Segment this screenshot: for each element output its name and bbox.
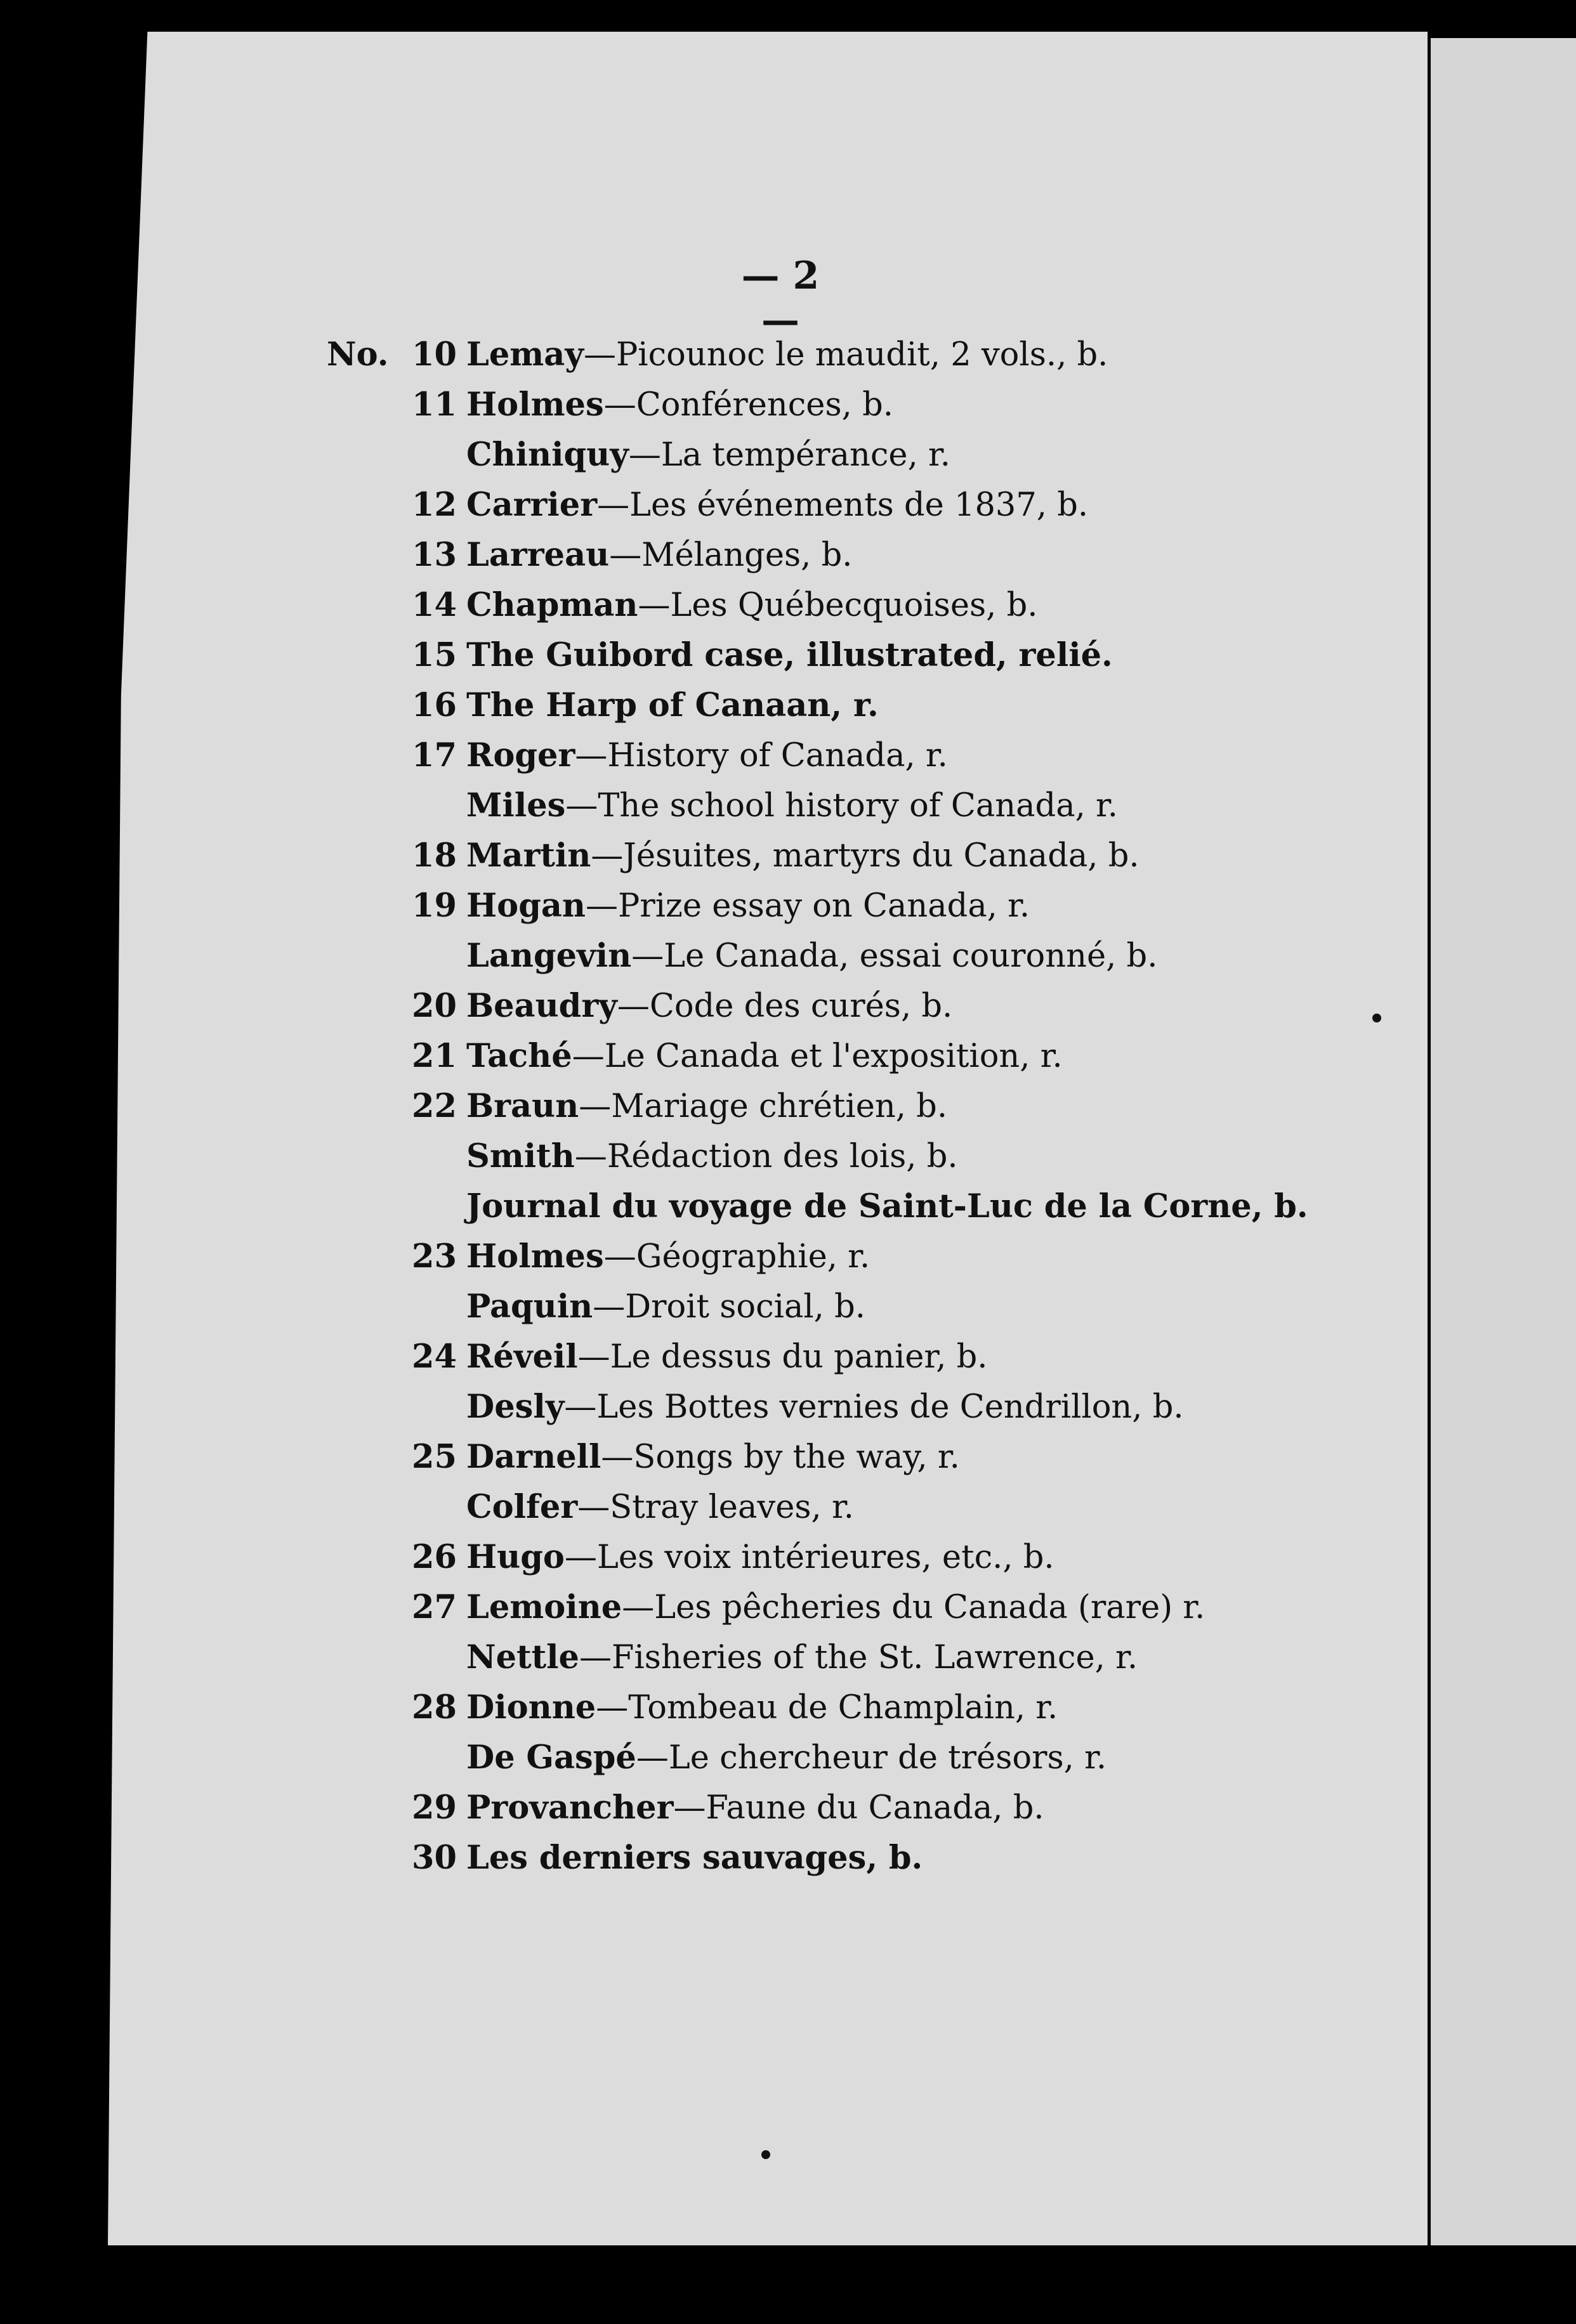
entry-number: 19 [412,887,457,925]
catalogue-entry [0,430,1332,480]
entry-text [466,1733,1106,1783]
entry-author: Hugo [466,1538,565,1576]
entry-text [466,580,1037,630]
entry-author: Colfer [466,1488,578,1526]
catalogue-entry [0,530,1332,580]
entry-title: —Fisheries of the St. Lawrence, r. [579,1639,1138,1676]
catalogue-entry [0,580,1332,630]
catalogue-entry [0,330,1332,380]
entry-title: —The school history of Canada, r. [565,787,1119,825]
catalogue-entry [0,1232,1332,1282]
entry-number: 15 [412,636,457,674]
entry-text [466,1332,988,1382]
entry-author: Smith [466,1137,575,1175]
entry-text [466,1031,1063,1081]
entry-text [466,781,1118,831]
entry-author: Darnell [466,1438,601,1476]
entry-text [466,1833,923,1883]
entry-author: Holmes [466,1237,604,1276]
entry-title: —Stray leaves, r. [577,1489,854,1526]
entry-title: —Conférences, b. [603,386,893,424]
catalogue-entry [0,1783,1332,1833]
entry-text [466,1633,1138,1683]
catalogue-entry [0,1382,1332,1432]
entry-text [466,1382,1184,1432]
entry-title: —Mariage chrétien, b. [579,1088,948,1125]
entry-author: Martin [466,837,591,875]
entry-author: The Guibord case, illustrated, relié. [466,636,1113,674]
entry-title: —Les Bottes vernies de Cendrillon, b. [564,1388,1184,1426]
entry-author: Chiniquy [466,436,629,474]
entry-title: —Les pêcheries du Canada (rare) r. [622,1589,1205,1626]
entry-text [466,1532,1054,1583]
entry-title: —Les Québecquoises, b. [638,587,1038,624]
entry-text [466,380,893,430]
entry-title: —Le dessus du panier, b. [577,1338,988,1376]
entry-text [466,731,948,781]
catalogue-entry [0,1081,1332,1132]
entry-author: Hogan [466,887,586,925]
entry-number: 24 [412,1338,457,1376]
entry-author: Les derniers sauvages, b. [466,1839,923,1877]
page-number: — 2 — [741,254,820,343]
entry-text [466,530,852,580]
entry-number: 20 [412,987,457,1025]
entry-number: 21 [412,1037,457,1075]
entry-text [466,1432,960,1482]
entry-author: Provancher [466,1789,674,1827]
catalogue-entry [0,1132,1332,1182]
entry-text [466,931,1157,981]
entry-title: —Faune du Canada, b. [673,1789,1044,1827]
entry-title: —Le chercheur de trésors, r. [636,1739,1107,1777]
entry-number: 22 [412,1087,457,1125]
catalogue-entry [0,1332,1332,1382]
entry-author: The Harp of Canaan, r. [466,686,879,724]
entry-title: —Les voix intérieures, etc., b. [564,1539,1054,1576]
entry-title: —History of Canada, r. [575,737,948,774]
catalogue-entry [0,480,1332,530]
entry-author: Beaudry [466,987,617,1025]
entry-number: 12 [412,486,457,524]
entry-author: Larreau [466,536,610,574]
entry-text [466,1482,854,1532]
entry-number: 23 [412,1237,457,1276]
ink-dot [761,2150,770,2159]
entry-text [466,1783,1044,1833]
entry-author: Lemoine [466,1588,622,1626]
catalogue-entry [0,1432,1332,1482]
entry-text [466,1132,958,1182]
entry-text [466,1583,1205,1633]
entry-author: Chapman [466,586,638,624]
entry-author: Desly [466,1388,565,1426]
entry-text [466,1232,870,1282]
entry-number: 28 [412,1688,457,1727]
catalogue-entry [0,1182,1332,1232]
entry-text [466,630,1113,681]
entry-author: Dionne [466,1688,596,1727]
catalogue-entry [0,1482,1332,1532]
entry-author: Journal du voyage de Saint-Luc de la Corne, b. [466,1187,1308,1225]
catalogue-entry [0,1683,1332,1733]
entry-title: —Le Canada, essai couronné, b. [631,937,1158,975]
entry-title: —Code des curés, b. [617,988,953,1025]
entry-number: 17 [412,736,457,774]
entry-author: Paquin [466,1288,593,1326]
catalogue-entry [0,1583,1332,1633]
entry-text [466,1282,865,1332]
entry-author: Roger [466,736,575,774]
number-prefix: No. [327,336,389,374]
catalogue-entry [0,731,1332,781]
entry-number: 13 [412,536,457,574]
entry-title: —Tombeau de Champlain, r. [596,1689,1058,1727]
entry-text [466,831,1139,881]
entry-title: —Mélanges, b. [609,537,853,574]
facing-page-edge [1431,38,1576,2245]
entry-number: 30 [412,1839,457,1877]
entry-text [466,480,1088,530]
entry-text [466,430,950,480]
entry-text [466,1081,947,1132]
catalogue-entry [0,630,1332,681]
catalogue-entry [0,931,1332,981]
entry-author: Braun [466,1087,579,1125]
entry-title: —Le Canada et l'exposition, r. [572,1038,1063,1075]
entry-title: —Songs by the way, r. [601,1439,960,1476]
catalogue-entry [0,1031,1332,1081]
entry-number: 14 [412,586,457,624]
catalogue-entry [0,1833,1332,1883]
entry-title: —Droit social, b. [593,1288,865,1326]
catalogue-entry [0,831,1332,881]
catalogue-list [0,330,1332,1883]
entry-author: Langevin [466,937,632,975]
entry-number: 29 [412,1789,457,1827]
entry-number: 25 [412,1438,457,1476]
entry-number: 27 [412,1588,457,1626]
entry-text [466,681,879,731]
entry-number: 16 [412,686,457,724]
catalogue-entry [0,1282,1332,1332]
entry-title: —Géographie, r. [603,1238,870,1276]
catalogue-entry [0,380,1332,430]
entry-title: —Prize essay on Canada, r. [586,887,1030,925]
entry-title: —La tempérance, r. [628,436,951,474]
catalogue-entry [0,781,1332,831]
entry-number: 18 [412,837,457,875]
entry-author: Nettle [466,1638,580,1676]
entry-author: Carrier [466,486,598,524]
entry-author: De Gaspé [466,1739,636,1777]
entry-author: Réveil [466,1338,578,1376]
entry-text [466,1182,1308,1232]
entry-author: Miles [466,787,566,825]
ink-dot [1372,1014,1381,1022]
entry-title: —Jésuites, martyrs du Canada, b. [591,837,1139,875]
entry-number: 11 [412,386,457,424]
entry-text [466,330,1108,380]
entry-text [466,1683,1058,1733]
entry-author: Lemay [466,336,584,374]
entry-title: —Rédaction des lois, b. [574,1138,958,1175]
catalogue-entry [0,681,1332,731]
entry-number: 26 [412,1538,457,1576]
entry-title: —Les événements de 1837, b. [597,486,1089,524]
entry-title: —Picounoc le maudit, 2 vols., b. [583,336,1108,374]
entry-number: 10 [412,336,457,374]
catalogue-entry [0,981,1332,1031]
catalogue-entry [0,1532,1332,1583]
entry-author: Holmes [466,386,604,424]
entry-text [466,981,952,1031]
entry-text [466,881,1030,931]
entry-author: Taché [466,1037,572,1075]
catalogue-entry [0,1633,1332,1683]
catalogue-entry [0,881,1332,931]
catalogue-entry [0,1733,1332,1783]
